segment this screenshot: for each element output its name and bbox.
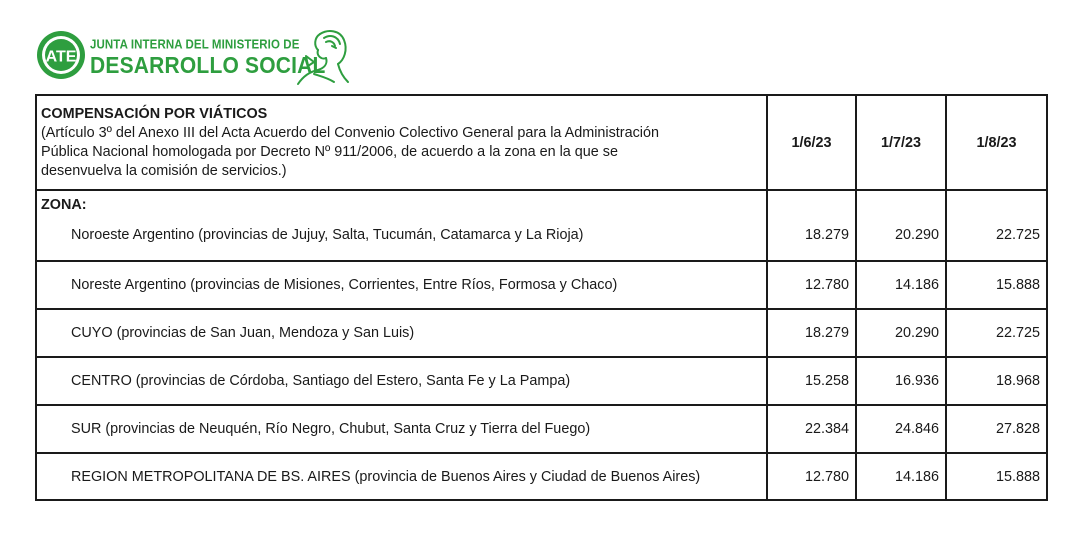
value-cell: 12.780 xyxy=(767,453,856,500)
table-row xyxy=(36,309,1047,357)
value-cell: 15.258 xyxy=(767,357,856,405)
table-title: COMPENSACIÓN POR VIÁTICOS xyxy=(41,105,268,122)
table-title-cell xyxy=(36,95,767,190)
table-subtitle-line: desenvuelva la comisión de servicios.) xyxy=(41,162,287,179)
zone-name: Noroeste Argentino (provincias de Jujuy, Salta, Tucumán, Catamarca y La Rioja) xyxy=(71,227,584,243)
logo-text: ATE xyxy=(45,48,77,66)
value-cell: 14.186 xyxy=(856,453,946,500)
header-line2: DESARROLLO SOCIAL xyxy=(90,53,326,79)
value-cell: 14.186 xyxy=(856,261,946,309)
table-row xyxy=(36,357,1047,405)
ate-logo xyxy=(36,30,86,80)
table-row xyxy=(36,405,1047,453)
value-cell: 22.725 xyxy=(946,190,1047,261)
zone-name: CUYO (provincias de San Juan, Mendoza y San Luis) xyxy=(36,309,767,357)
table-row xyxy=(36,261,1047,309)
table-subtitle-line: Pública Nacional homologada por Decreto Nº 911/2006, de acuerdo a la zona en la que se xyxy=(41,143,619,160)
zone-name: CENTRO (provincias de Córdoba, Santiago del Estero, Santa Fe y La Pampa) xyxy=(36,357,767,405)
value-cell: 12.780 xyxy=(767,261,856,309)
value-cell: 22.384 xyxy=(767,405,856,453)
date-header-jun: 1/6/23 xyxy=(767,95,856,190)
zona-label: ZONA: xyxy=(41,197,87,213)
zone-name: Noreste Argentino (provincias de Misiones, Corrientes, Entre Ríos, Formosa y Chaco) xyxy=(36,261,767,309)
value-cell: 18.968 xyxy=(946,357,1047,405)
value-cell: 18.279 xyxy=(767,309,856,357)
date-header-jul: 1/7/23 xyxy=(856,95,946,190)
table-row xyxy=(36,190,1047,261)
value-cell: 22.725 xyxy=(946,309,1047,357)
table-header-row xyxy=(36,95,1047,190)
zone-cell xyxy=(36,190,767,261)
table-row xyxy=(36,453,1047,500)
value-cell: 24.846 xyxy=(856,405,946,453)
viaticos-table xyxy=(35,94,1048,501)
value-cell: 15.888 xyxy=(946,453,1047,500)
date-header-aug: 1/8/23 xyxy=(946,95,1047,190)
value-cell: 18.279 xyxy=(767,190,856,261)
header xyxy=(36,26,336,86)
value-cell: 27.828 xyxy=(946,405,1047,453)
zone-name: REGION METROPOLITANA DE BS. AIRES (provincia de Buenos Aires y Ciudad de Buenos Aires) xyxy=(36,453,767,500)
evita-figure-icon xyxy=(268,26,354,86)
value-cell: 20.290 xyxy=(856,309,946,357)
value-cell: 16.936 xyxy=(856,357,946,405)
value-cell: 20.290 xyxy=(856,190,946,261)
zone-name: SUR (provincias de Neuquén, Río Negro, Chubut, Santa Cruz y Tierra del Fuego) xyxy=(36,405,767,453)
table-subtitle-line: (Artículo 3º del Anexo III del Acta Acuerdo del Convenio Colectivo General para la Administración xyxy=(41,124,660,141)
value-cell: 15.888 xyxy=(946,261,1047,309)
header-line1: JUNTA INTERNA DEL MINISTERIO DE xyxy=(90,38,300,52)
